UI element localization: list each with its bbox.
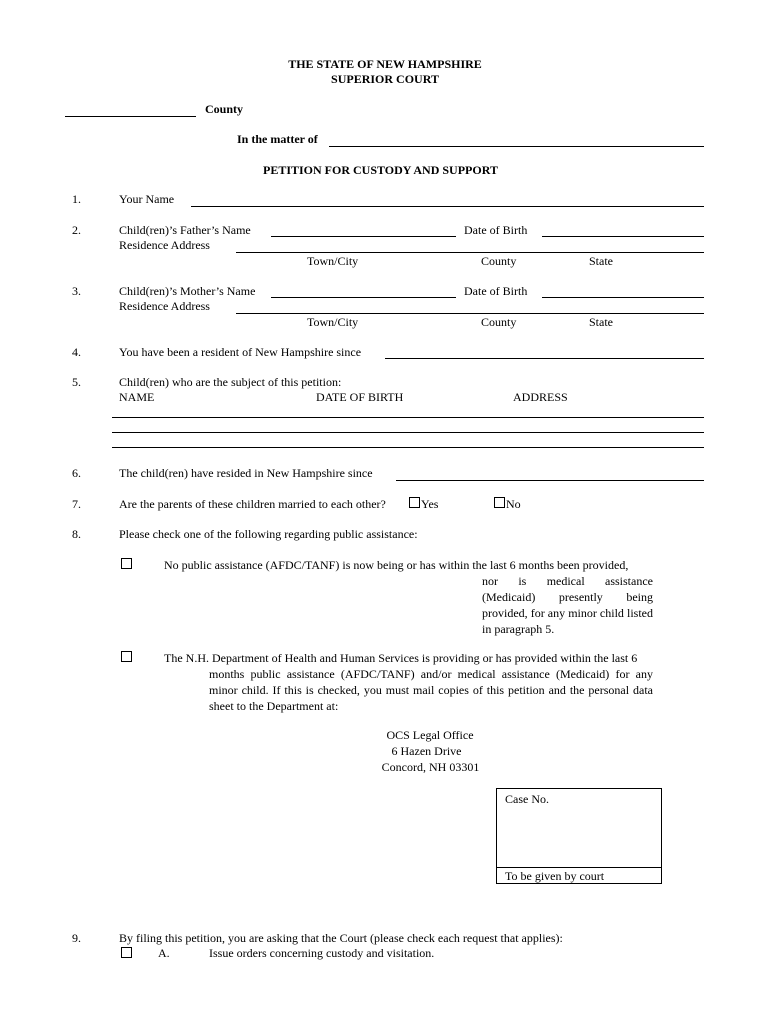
county-field[interactable] <box>65 116 196 117</box>
col-dob-header: DATE OF BIRTH <box>316 390 404 404</box>
court-request-label: By filing this petition, you are asking that the Court (please check each request that applies): <box>119 931 563 945</box>
residency-label: You have been a resident of New Hampshire since <box>119 345 362 359</box>
case-box-divider <box>497 867 661 868</box>
mother-residence-field[interactable] <box>236 313 704 314</box>
your-name-label: Your Name <box>119 192 175 206</box>
mother-name-field[interactable] <box>271 297 456 298</box>
child-row-3[interactable] <box>112 447 704 448</box>
county-label: County <box>205 102 244 116</box>
father-residence-label: Residence Address <box>119 238 210 252</box>
married-yes-checkbox[interactable] <box>409 497 420 508</box>
ocs-address-line3: Concord, NH 03301 <box>381 760 480 774</box>
col-address-header: ADDRESS <box>513 390 568 404</box>
form-title: PETITION FOR CUSTODY AND SUPPORT <box>263 163 498 177</box>
item-8-number: 8. <box>72 527 81 541</box>
mother-county-caption: County <box>481 315 517 329</box>
children-resided-field[interactable] <box>396 480 704 481</box>
dhhs-assistance-text-first: The N.H. Department of Health and Human Services is providing or has provided within the last 6 <box>164 651 638 665</box>
father-name-field[interactable] <box>271 236 456 237</box>
father-state-caption: State <box>589 254 613 268</box>
father-town-caption: Town/City <box>307 254 359 268</box>
item-4-number: 4. <box>72 345 81 359</box>
no-assistance-text-rest: nor is medical assistance (Medicaid) presently being provided, for any minor child listed in paragraph 5. <box>482 574 653 636</box>
no-assistance-text-first: No public assistance (AFDC/TANF) is now being or has within the last 6 months been provided, <box>164 558 629 572</box>
ocs-address-line2: 6 Hazen Drive <box>391 744 462 758</box>
father-residence-field[interactable] <box>236 252 704 253</box>
matter-field[interactable] <box>329 146 704 147</box>
court-heading: SUPERIOR COURT <box>331 72 439 86</box>
mother-name-label: Child(ren)’s Mother’s Name <box>119 284 256 298</box>
item-5-number: 5. <box>72 375 81 389</box>
item-1-number: 1. <box>72 192 81 206</box>
married-no-checkbox[interactable] <box>494 497 505 508</box>
mother-dob-label: Date of Birth <box>464 284 528 298</box>
mother-dob-field[interactable] <box>542 297 704 298</box>
residency-field[interactable] <box>385 358 704 359</box>
no-assistance-checkbox[interactable] <box>121 558 132 569</box>
father-dob-label: Date of Birth <box>464 223 528 237</box>
public-assistance-label: Please check one of the following regarding public assistance: <box>119 527 418 541</box>
married-question: Are the parents of these children married to each other? <box>119 497 386 511</box>
father-dob-field[interactable] <box>542 236 704 237</box>
married-no-label: No <box>506 497 521 511</box>
dhhs-assistance-text-rest: months public assistance (AFDC/TANF) and/or medical assistance (Medicaid) for any minor child. If this is checked, you must mail copies of this petition and the personal data sheet to the Department at: <box>209 667 653 713</box>
item-6-number: 6. <box>72 466 81 480</box>
mother-town-caption: Town/City <box>307 315 359 329</box>
item-2-number: 2. <box>72 223 81 237</box>
children-resided-label: The child(ren) have resided in New Hampshire since <box>119 466 373 480</box>
item-3-number: 3. <box>72 284 81 298</box>
case-box-footer: To be given by court <box>505 869 605 883</box>
state-heading: THE STATE OF NEW HAMPSHIRE <box>288 57 482 71</box>
your-name-field[interactable] <box>191 206 704 207</box>
matter-label: In the matter of <box>237 132 318 146</box>
child-row-2[interactable] <box>112 432 704 433</box>
children-subject-label: Child(ren) who are the subject of this petition: <box>119 375 342 389</box>
case-number-label: Case No. <box>505 792 549 806</box>
case-number-box[interactable] <box>496 788 662 884</box>
item-7-number: 7. <box>72 497 81 511</box>
request-a-letter: A. <box>158 946 170 960</box>
ocs-address-line1: OCS Legal Office <box>386 728 474 742</box>
child-row-1[interactable] <box>112 417 704 418</box>
col-name-header: NAME <box>119 390 155 404</box>
mother-state-caption: State <box>589 315 613 329</box>
request-a-checkbox[interactable] <box>121 947 132 958</box>
item-9-number: 9. <box>72 931 81 945</box>
mother-residence-label: Residence Address <box>119 299 210 313</box>
married-yes-label: Yes <box>421 497 439 511</box>
father-name-label: Child(ren)’s Father’s Name <box>119 223 251 237</box>
dhhs-assistance-checkbox[interactable] <box>121 651 132 662</box>
father-county-caption: County <box>481 254 517 268</box>
request-a-text: Issue orders concerning custody and visitation. <box>209 946 435 960</box>
